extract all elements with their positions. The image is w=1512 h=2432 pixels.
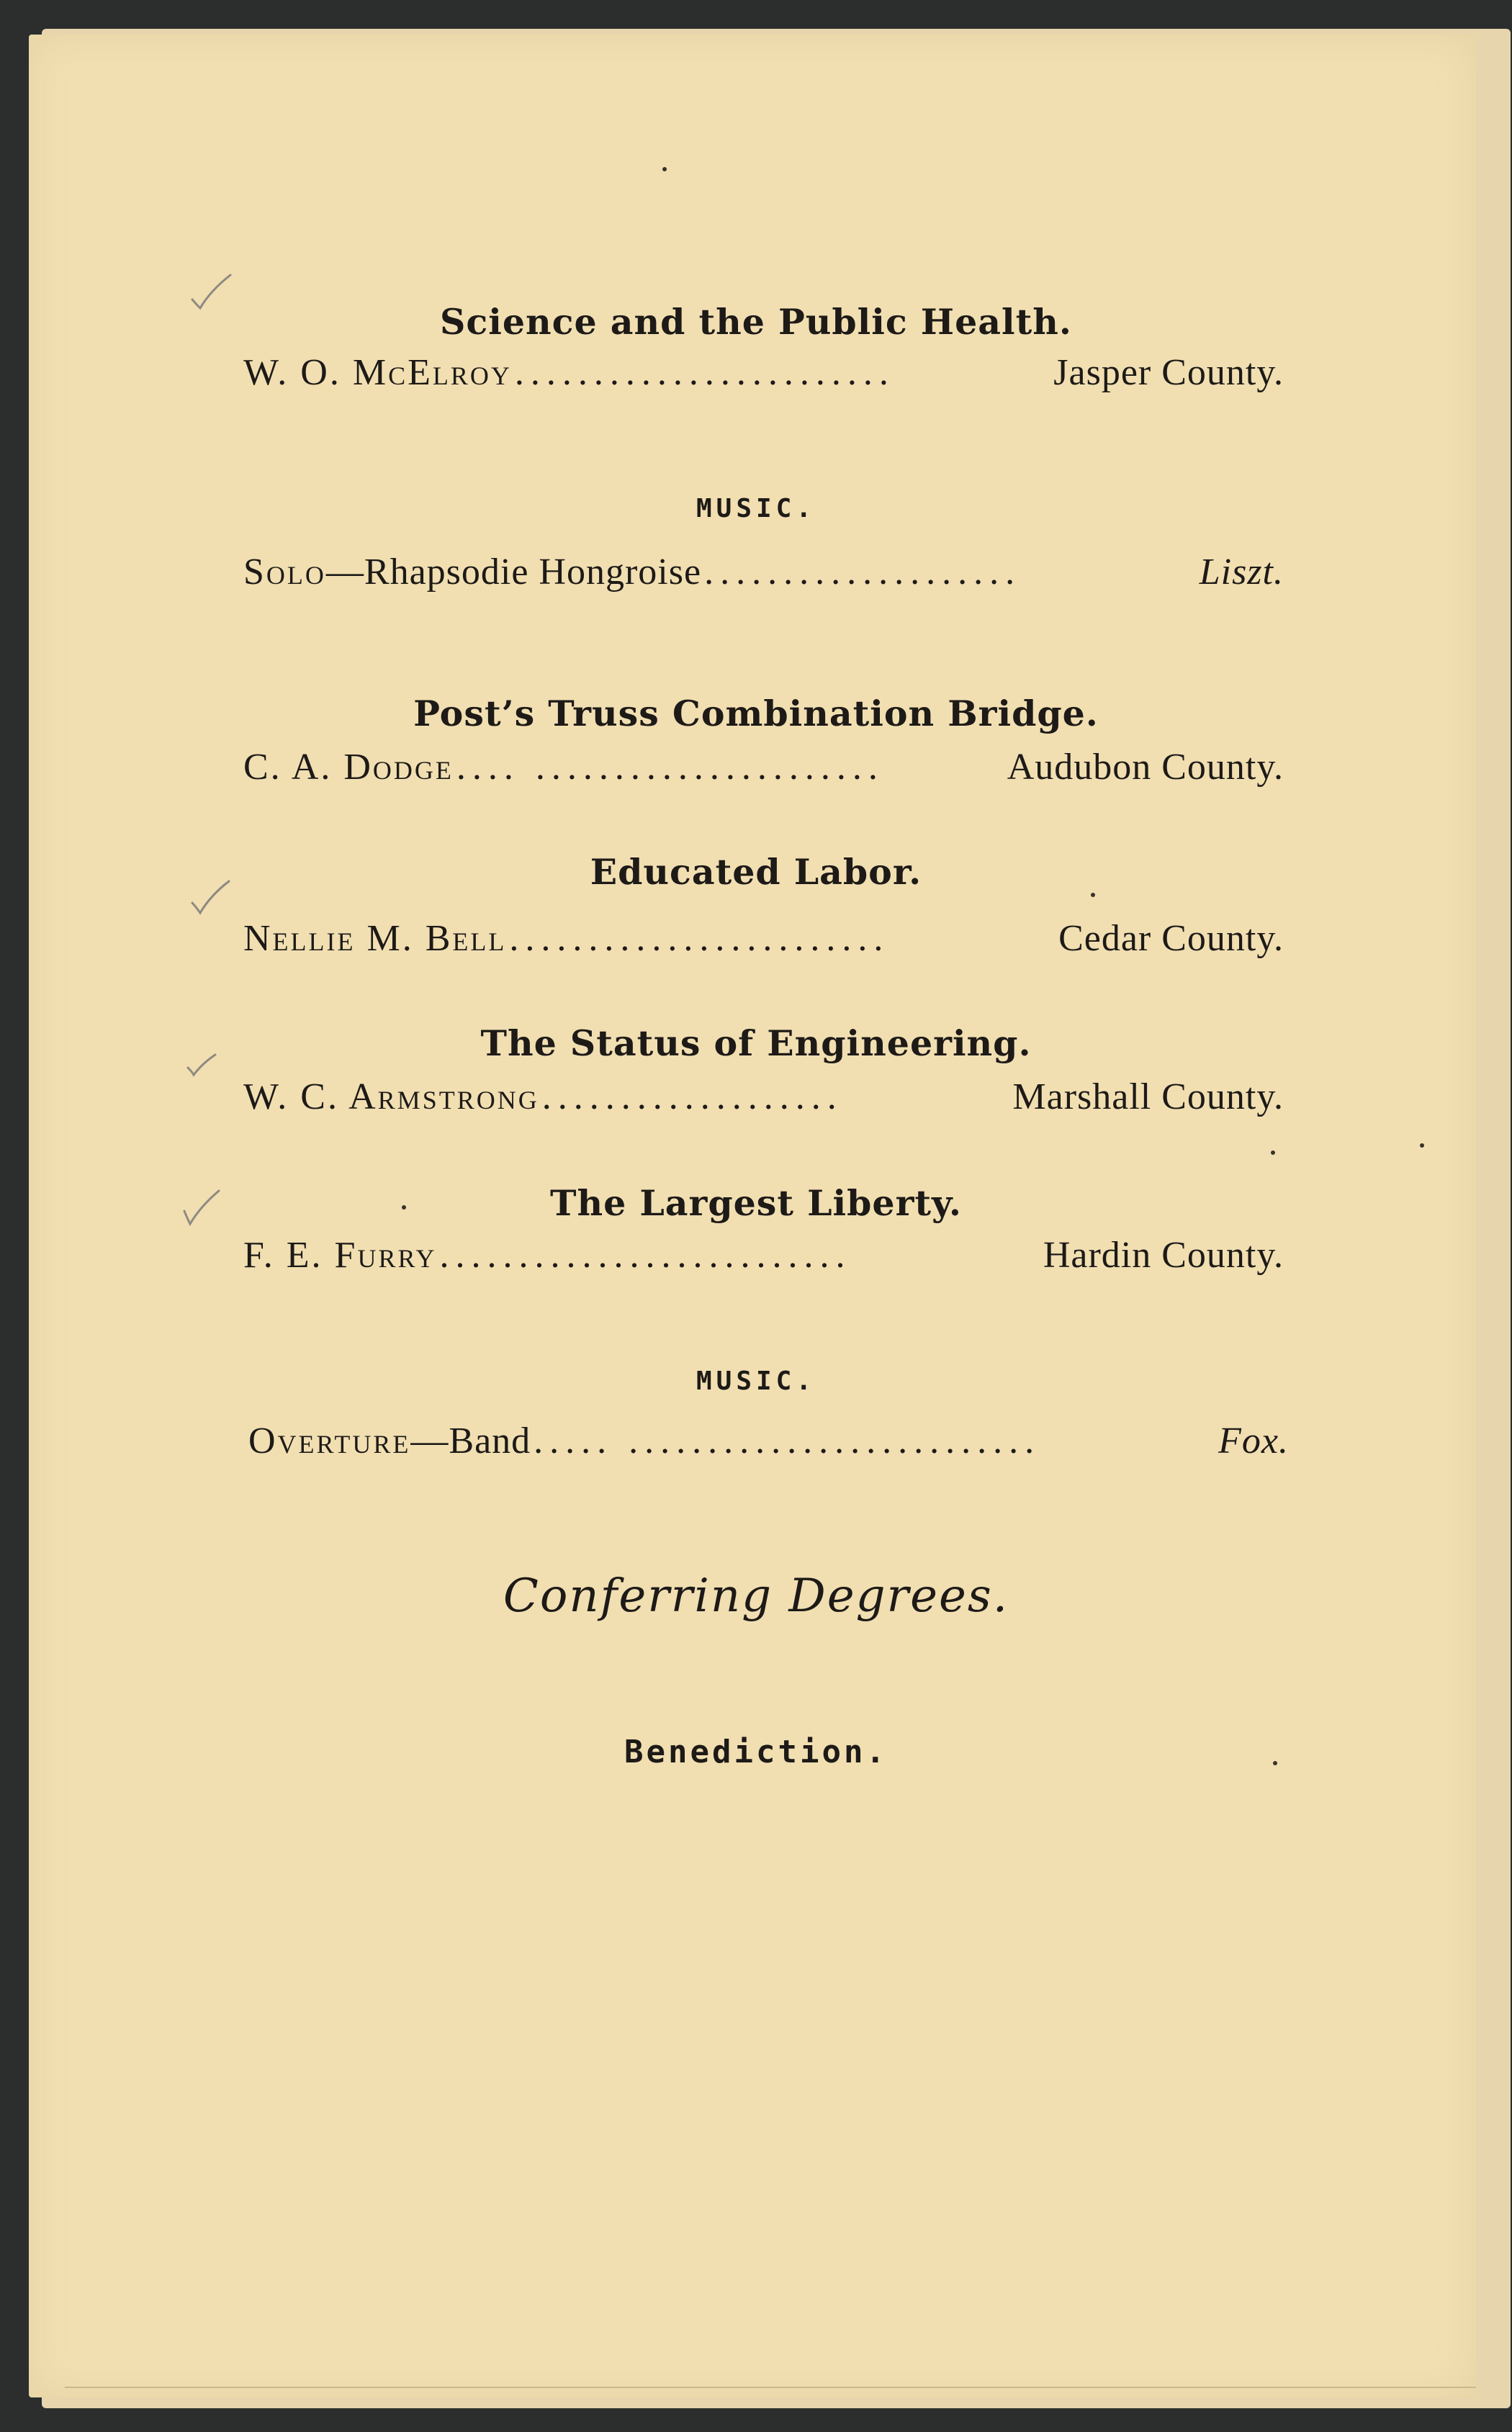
speaker-name: Nellie M. Bell	[243, 918, 507, 959]
speaker-name: W. O. McElroy	[243, 352, 512, 393]
speaker-name: W. C. Armstrong	[243, 1076, 539, 1117]
speaker-county: Marshall County.	[1012, 1076, 1284, 1117]
dot-leader: ..........................	[439, 1235, 852, 1276]
paper-speck	[1091, 893, 1095, 897]
music-heading: MUSIC.	[696, 1366, 816, 1396]
benediction: Benediction.	[624, 1734, 888, 1770]
music-kind: Overture	[248, 1420, 411, 1462]
music-row	[248, 1420, 1289, 1462]
speaker-county: Cedar County.	[1058, 918, 1284, 959]
dot-leader: ...................	[541, 1076, 843, 1117]
dot-leader: ........................	[509, 918, 890, 959]
music-piece	[248, 1420, 531, 1462]
paper-speck	[1273, 1761, 1277, 1765]
section-title: Post’s Truss Combination Bridge.	[413, 693, 1099, 734]
speaker-county: Hardin County.	[1043, 1235, 1284, 1276]
speaker-row	[243, 1076, 1284, 1118]
dot-leader: ........................	[514, 352, 895, 393]
speaker-county: Audubon County.	[1007, 747, 1284, 788]
music-title: —Rhapsodie Hongroise	[325, 551, 702, 593]
dot-leader: .... ......................	[456, 747, 884, 788]
music-composer: Liszt.	[1199, 551, 1284, 593]
section-title: Educated Labor.	[590, 851, 922, 893]
speaker-name: C. A. Dodge	[243, 747, 454, 788]
music-heading: MUSIC.	[696, 494, 816, 523]
speaker-row	[243, 351, 1284, 394]
paper-speck	[1271, 1150, 1275, 1155]
music-piece	[243, 551, 701, 593]
music-kind: Solo	[243, 551, 326, 593]
section-title: Science and the Public Health.	[440, 301, 1072, 343]
music-title: —Band	[410, 1420, 531, 1462]
dot-leader: ....................	[704, 551, 1022, 593]
speaker-row	[243, 1234, 1284, 1276]
music-row	[243, 551, 1284, 593]
music-composer: Fox.	[1218, 1420, 1289, 1462]
speaker-county: Jasper County.	[1053, 352, 1284, 393]
speaker-name: F. E. Furry	[243, 1235, 437, 1276]
dot-leader: ..... ..........................	[534, 1420, 1041, 1462]
paper-speck	[662, 167, 667, 171]
speaker-row	[243, 746, 1284, 788]
section-title: The Status of Engineering.	[480, 1022, 1032, 1064]
paper-speck	[1420, 1143, 1424, 1148]
paper-speck	[402, 1205, 406, 1210]
speaker-row	[243, 917, 1284, 960]
section-title: The Largest Liberty.	[550, 1182, 962, 1224]
conferring-degrees: Conferring Degrees.	[503, 1569, 1009, 1623]
